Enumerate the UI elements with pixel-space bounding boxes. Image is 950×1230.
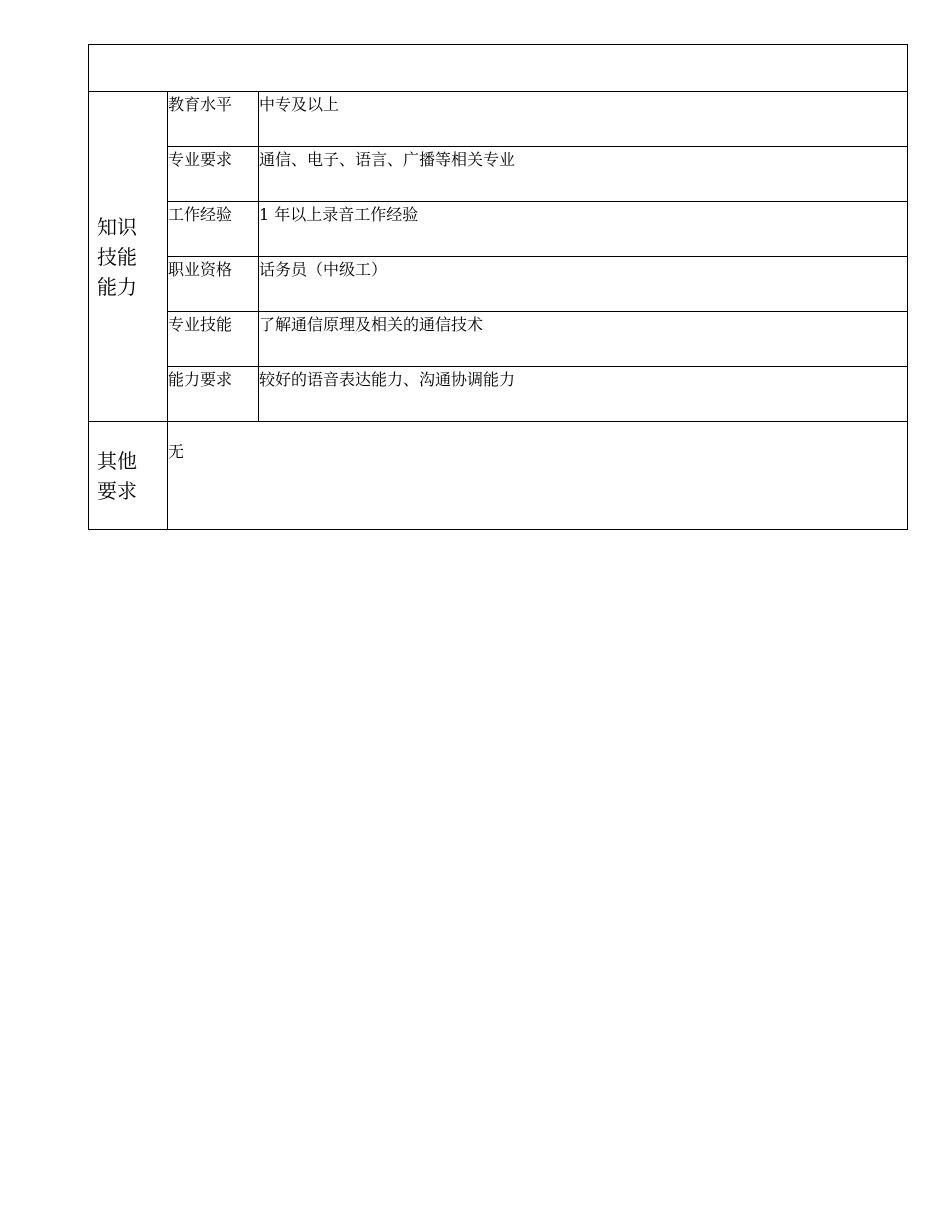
row-value-skills: 了解通信原理及相关的通信技术: [259, 312, 908, 367]
header-cell: [89, 45, 908, 92]
row-value-education: 中专及以上: [259, 92, 908, 147]
row-value-ability: 较好的语音表达能力、沟通协调能力: [259, 367, 908, 422]
row-value-qualification: 话务员（中级工）: [259, 257, 908, 312]
table-row: [89, 147, 908, 202]
row-label-ability: 能力要求: [168, 367, 259, 422]
row-label-qualification: 职业资格: [168, 257, 259, 312]
other-section-title: [89, 422, 168, 530]
knowledge-section-title-text: 知识技能能力: [97, 214, 137, 299]
row-value-major: 通信、电子、语言、广播等相关专业: [259, 147, 908, 202]
other-section-title-text: 其他要求: [97, 448, 137, 503]
table-row: [89, 257, 908, 312]
requirements-table: [88, 44, 908, 530]
header-row: [89, 45, 908, 92]
table-row: [89, 92, 908, 147]
other-section-value: 无: [168, 422, 908, 530]
row-label-major: 专业要求: [168, 147, 259, 202]
row-label-education: 教育水平: [168, 92, 259, 147]
table-row: [89, 202, 908, 257]
row-label-experience: 工作经验: [168, 202, 259, 257]
table-row: [89, 367, 908, 422]
row-label-skills: 专业技能: [168, 312, 259, 367]
knowledge-section-title: [89, 92, 168, 422]
table-row: [89, 312, 908, 367]
table-row: [89, 422, 908, 530]
row-value-experience: 1 年以上录音工作经验: [259, 202, 908, 257]
